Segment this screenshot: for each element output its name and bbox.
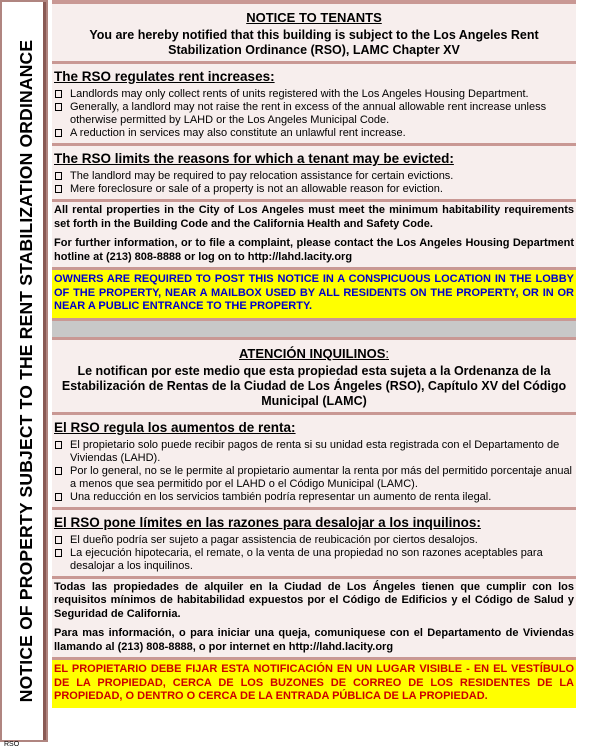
english-title: NOTICE TO TENANTS <box>246 10 382 25</box>
checkbox-icon <box>55 103 62 111</box>
english-lead: You are hereby notified that this building is subject to the Los Angeles Rent Stabilization Ordinance (RSO), LAMC Chapter XV <box>89 28 539 57</box>
checkbox-icon <box>55 129 62 137</box>
spanish-evict-heading: El RSO pone límites en las razones para desalojar a los inquilinos: <box>54 514 481 530</box>
spanish-evict-list <box>54 534 574 573</box>
vertical-title: NOTICE OF PROPERTY SUBJECT TO THE RENT STABILIZATION ORDINANCE <box>16 39 36 703</box>
english-evict-heading: The RSO limits the reasons for which a tenant may be evicted: <box>54 151 454 166</box>
english-habitability: All rental properties in the City of Los Angeles must meet the minimum habitability requirements set forth in the Building Code and the California Health and Safety Code. <box>54 204 574 230</box>
list-item: Por lo general, no se le permite al propietario aumentar la renta por más del permitido porcentaje anual a menos que sea permitido por el LAHD o el Código Municipal (LAMC). <box>54 465 574 491</box>
spanish-rent-list <box>54 439 574 504</box>
english-evict-list <box>54 170 574 196</box>
notice-main <box>52 0 576 708</box>
english-posting-notice: OWNERS ARE REQUIRED TO POST THIS NOTICE IN A CONSPICUOUS LOCATION IN THE LOBBY OF THE PROPERTY, NEAR A MAILBOX USED BY ALL RESIDENTS ON THE PROPERTY, OR IN OR NEAR A PUBLIC ENTRANCE TO THE PROPERTY. <box>52 270 576 318</box>
sidebar-frame <box>0 0 48 742</box>
list-item: A reduction in services may also constitute an unlawful rent increase. <box>54 127 574 140</box>
spanish-title-suffix: : <box>385 345 389 361</box>
list-item: Mere foreclosure or sale of a property is not an allowable reason for eviction. <box>54 183 574 196</box>
list-item: Landlords may only collect rents of units registered with the Los Angeles Housing Department. <box>54 88 574 101</box>
spanish-contact: Para mas información, o para iniciar una queja, comuniquese con el Departamento de Viviendas llamando al (213) 808-8888, o por internet en http://lahd.lacity.org <box>54 627 574 653</box>
checkbox-icon <box>55 467 62 475</box>
spanish-habitability: Todas las propiedades de alquiler en la Ciudad de Los Ángeles tienen que cumplir con los requisitos mínimos de habitabilidad expuestos por el Código de Edificios y el Código de Salud y Seguridad de California. <box>54 580 574 620</box>
checkbox-icon <box>55 90 62 98</box>
english-header-section <box>52 4 576 64</box>
footer-tag: RSO <box>4 741 20 748</box>
checkbox-icon <box>55 493 62 501</box>
spanish-header-section <box>52 340 576 415</box>
spanish-title: ATENCIÓN INQUILINOS <box>239 345 386 361</box>
checkbox-icon <box>55 441 62 449</box>
checkbox-icon <box>55 549 62 557</box>
list-item: Generally, a landlord may not raise the rent in excess of the annual allowable rent increase unless otherwise permitted by LAHD or the Los Angeles Municipal Code. <box>54 101 574 127</box>
english-rent-heading: The RSO regulates rent increases: <box>54 69 275 84</box>
checkbox-icon <box>55 172 62 180</box>
english-info-section <box>52 202 576 270</box>
spanish-rent-heading: El RSO regula los aumentos de renta: <box>54 419 296 435</box>
english-rent-list <box>54 88 574 140</box>
section-divider <box>52 318 576 340</box>
spanish-rent-section <box>52 415 576 510</box>
spanish-evict-section <box>52 510 576 579</box>
checkbox-icon <box>55 536 62 544</box>
checkbox-icon <box>55 185 62 193</box>
english-rent-section <box>52 64 576 146</box>
spanish-info-section <box>52 579 576 661</box>
list-item: Una reducción en los servicios también podría representar un aumento de renta ilegal. <box>54 491 574 504</box>
spanish-posting-notice: EL PROPIETARIO DEBE FIJAR ESTA NOTIFICACIÓN EN UN LUGAR VISIBLE - EN EL VESTÍBULO DE LA PROPIEDAD, CERCA DE LOS BUZONES DE CORREO DE LOS RESIDENTES DE LA PROPIEDAD, O DENTRO O CERCA DE LA ENTRADA PÚBLICA DE LA PROPIEDAD. <box>52 660 576 708</box>
list-item: El propietario solo puede recibir pagos de renta si su unidad esta registrada con el Departamento de Viviendas (LAHD). <box>54 439 574 465</box>
english-contact: For further information, or to file a complaint, please contact the Los Angeles Housing Department hotline at (213) 808-8888 or log on to http://lahd.lacity.org <box>54 237 574 263</box>
spanish-lead: Le notifican por este medio que esta propiedad esta sujeta a la Ordenanza de la Estabilización de Rentas de la Ciudad de Los Ángeles (RSO), Capítulo XV del Código Municipal (LAMC) <box>61 363 567 408</box>
list-item: The landlord may be required to pay relocation assistance for certain evictions. <box>54 170 574 183</box>
english-evict-section <box>52 146 576 202</box>
list-item: La ejecución hipotecaria, el remate, o la venta de una propiedad no son razones aceptables para desalojar a los inquilinos. <box>54 547 574 573</box>
spanish-title-row <box>54 346 574 361</box>
sidebar-panel <box>2 2 46 740</box>
list-item: El dueño podría ser sujeto a pagar assistencia de reubicación por ciertos desalojos. <box>54 534 574 547</box>
